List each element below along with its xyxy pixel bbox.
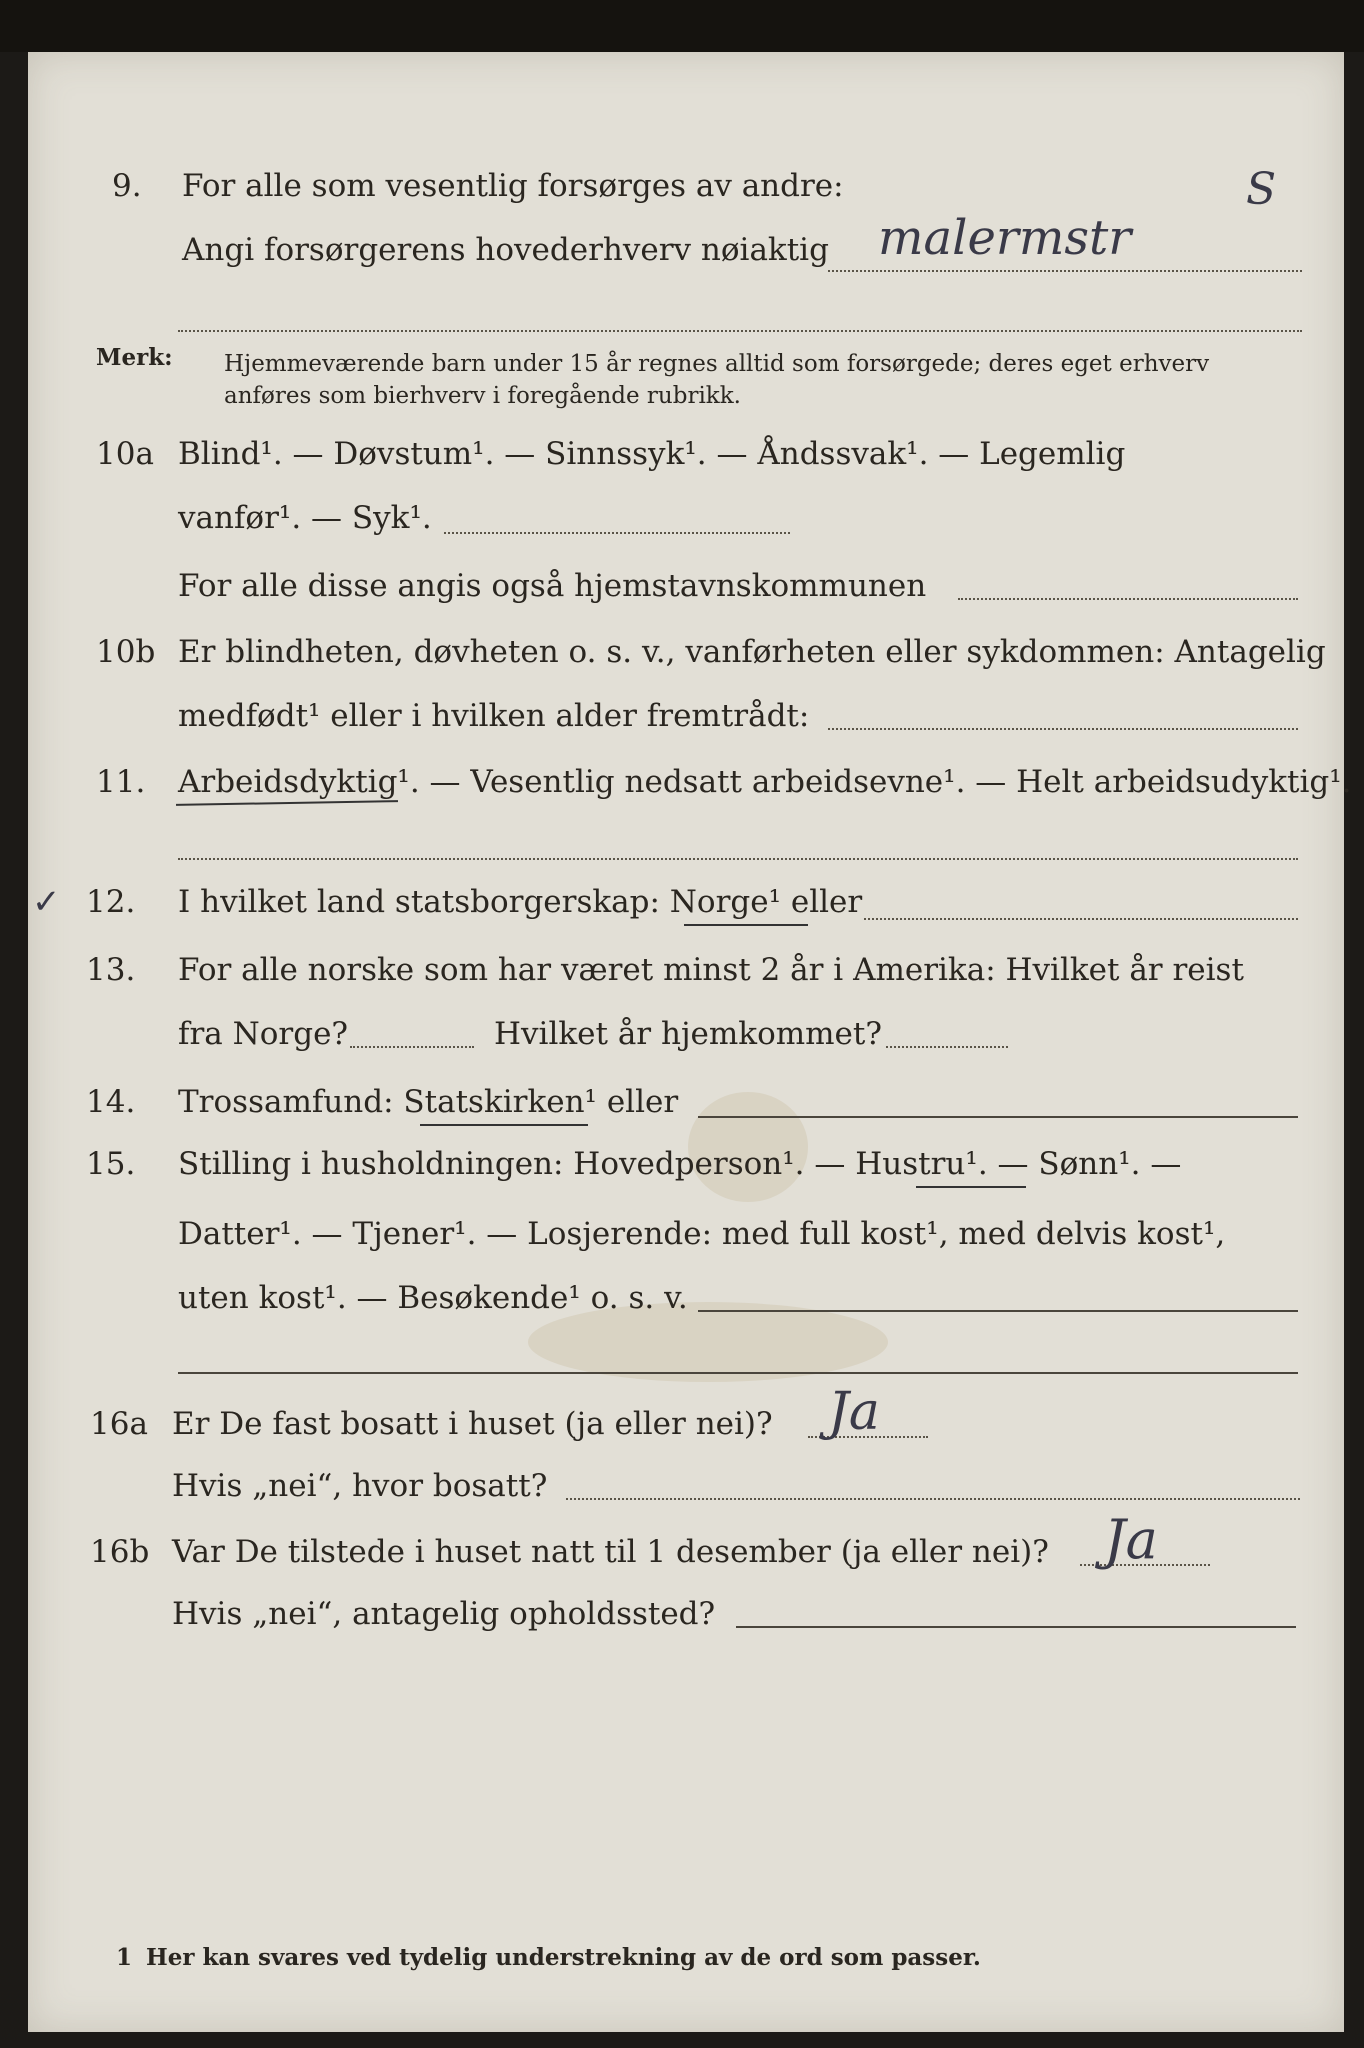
footnote-mark: 1: [116, 1944, 133, 1971]
q9-text-line2: Angi forsørgerens hovederhverv nøiaktig: [182, 232, 829, 268]
q16b-text-line1: Var De tilstede i huset natt til 1 desember (ja eller nei)?: [172, 1534, 1049, 1570]
q10b-text-line2: medfødt¹ eller i hvilken alder fremtrådt:: [178, 698, 810, 734]
q13-number: 13.: [86, 952, 136, 988]
q15-text-line3: uten kost¹. — Besøkende¹ o. s. v.: [178, 1280, 688, 1316]
q12-check-mark: ✓: [32, 882, 61, 922]
q13-departure-year-line: [350, 1046, 474, 1048]
q15-text-line1: Stilling i husholdningen: Hovedperson¹. — Hustru¹. — Sønn¹. —: [178, 1146, 1182, 1182]
q16a-residence-line: [566, 1498, 1300, 1500]
q10a-answer-line: [444, 532, 790, 534]
q16a-text-line2: Hvis „nei“, hvor bosatt?: [172, 1468, 548, 1504]
q16a-number: 16a: [90, 1406, 148, 1442]
q10b-answer-line: [828, 728, 1298, 730]
q9-text-line1: For alle som vesentlig forsørges av andre:: [182, 168, 844, 204]
merk-text-line2: anføres som bierhverv i foregående rubrikk.: [224, 383, 741, 409]
q11-text-line1: Arbeidsdyktig¹. — Vesentlig nedsatt arbeidsevne¹. — Helt arbeidsudyktig¹.: [178, 764, 1352, 800]
q9-extra-line: [178, 330, 1302, 332]
q9-margin-mark: S: [1246, 164, 1277, 215]
q11-extra-line: [178, 858, 1298, 860]
q14-number: 14.: [86, 1084, 136, 1120]
q9-number: 9.: [112, 168, 142, 204]
q10a-text-line1: Blind¹. — Døvstum¹. — Sinnssyk¹. — Åndssvak¹. — Legemlig: [178, 436, 1126, 472]
q12-text-line1: I hvilket land statsborgerskap: Norge¹ eller: [178, 884, 863, 920]
q10a-text-line2: vanfør¹. — Syk¹.: [178, 500, 432, 536]
q12-number: 12.: [86, 884, 136, 920]
footnote-text: Her kan svares ved tydelig understrekning av de ord som passer.: [146, 1944, 981, 1971]
q15-number: 15.: [86, 1146, 136, 1182]
q10b-text-line1: Er blindheten, døvheten o. s. v., vanførheten eller sykdommen: Antagelig: [178, 634, 1326, 670]
q9-answer-line: [828, 270, 1302, 272]
merk-text-line1: Hjemmeværende barn under 15 år regnes alltid som forsørgede; deres eget erhverv: [224, 351, 1210, 377]
q10a-number: 10a: [96, 436, 154, 472]
q16a-handwritten-answer[interactable]: Ja: [828, 1382, 880, 1442]
merk-label: Merk:: [96, 344, 173, 371]
q16b-text-line2: Hvis „nei“, antagelig opholdssted?: [172, 1596, 716, 1632]
q16b-handwritten-answer[interactable]: Ja: [1104, 1508, 1158, 1571]
q16a-text-line1: Er De fast bosatt i huset (ja eller nei)?: [172, 1406, 773, 1442]
q10a-text-line3: For alle disse angis også hjemstavnskommunen: [178, 568, 927, 604]
q12-underline-norge: [684, 924, 808, 926]
q13-text-line1: For alle norske som har været minst 2 år i Amerika: Hvilket år reist: [178, 952, 1244, 988]
q10b-number: 10b: [96, 634, 156, 670]
q15-extra-line: [178, 1372, 1298, 1374]
q16b-location-line: [736, 1626, 1296, 1628]
q14-text-line1: Trossamfund: Statskirken¹ eller: [178, 1084, 679, 1120]
q15-answer-line: [698, 1310, 1298, 1312]
q13-text-line2a: fra Norge?: [178, 1016, 349, 1052]
q10a-hometown-line: [958, 598, 1298, 600]
scan-top-edge: [0, 0, 1364, 52]
q13-text-line2b: Hvilket år hjemkommet?: [494, 1016, 882, 1052]
q16b-number: 16b: [90, 1534, 150, 1570]
q14-underline-statskirken: [420, 1124, 588, 1126]
q15-text-line2: Datter¹. — Tjener¹. — Losjerende: med full kost¹, med delvis kost¹,: [178, 1216, 1226, 1252]
q9-handwritten-answer[interactable]: malermstr: [878, 210, 1132, 266]
q11-number: 11.: [96, 764, 146, 800]
q15-underline-hustru: [916, 1186, 1026, 1188]
census-form-page: [28, 52, 1352, 2032]
q13-return-year-line: [886, 1046, 1008, 1048]
q12-answer-line: [864, 918, 1298, 920]
q14-answer-line: [698, 1116, 1298, 1118]
